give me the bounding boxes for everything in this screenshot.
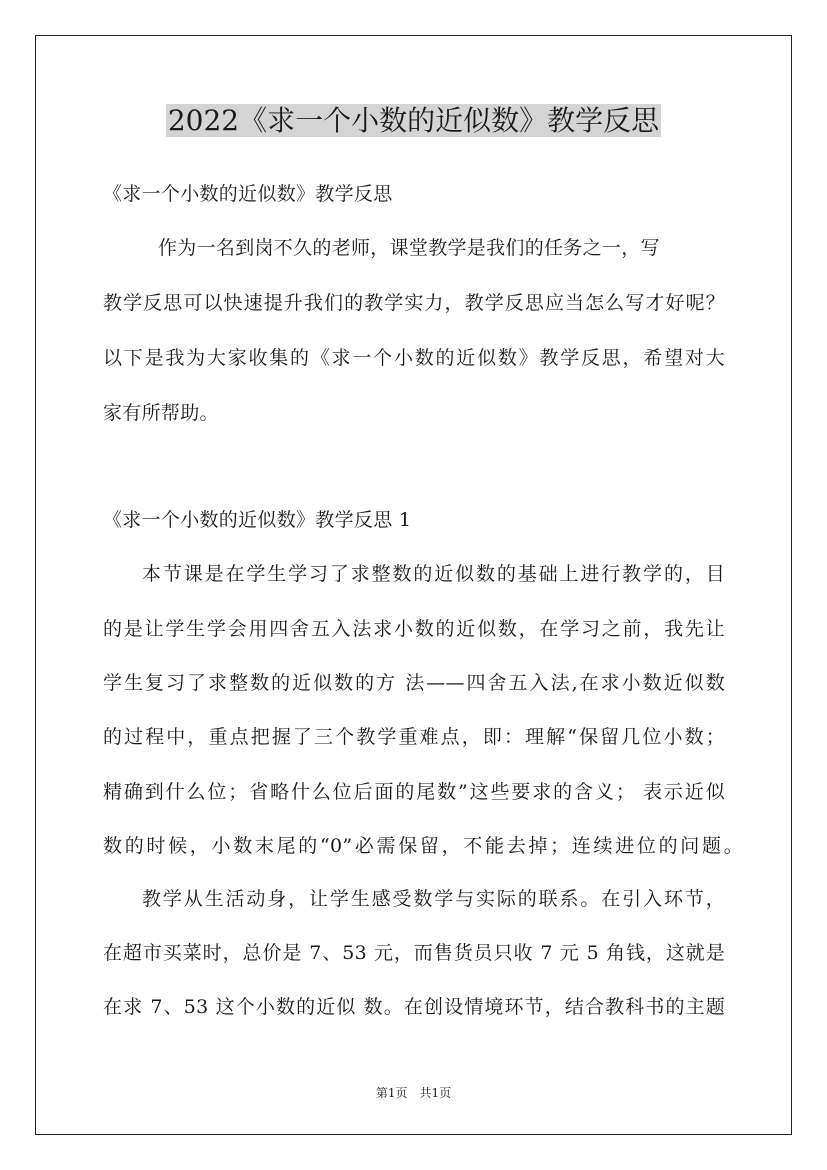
paragraph1-line-1: 本节课是在学生学习了求整数的近似数的基础上进行教学的，目 [142, 563, 725, 585]
paragraph1-line-3: 学生复习了求整数的近似数的方 法——四舍五入法,在求小数近似数 [103, 672, 725, 694]
subtitle: 《求一个小数的近似数》教学反思 [103, 183, 393, 205]
paragraph2-line-2: 在超市买菜时，总价是 7、53 元，而售货员只收 7 元 5 角钱，这就是 [103, 942, 725, 964]
page-footer: 第1页 共1页 [375, 1086, 452, 1100]
intro-line-1: 作为一名到岗不久的老师，课堂教学是我们的任务之一，写 [158, 237, 660, 259]
paragraph1-line-2: 的是让学生学会用四舍五入法求小数的近似数，在学习之前，我先让 [103, 618, 725, 640]
paragraph1-line-4: 的过程中，重点把握了三个教学重难点，即：理解“保留几位小数； [103, 726, 725, 748]
paragraph2-line-3: 在求 7、53 这个小数的近似 数。在创设情境环节，结合教科书的主题 [103, 996, 725, 1018]
paragraph1-line-6: 数的时候，小数末尾的“0”必需保留，不能去掉；连续进位的问题。 [103, 835, 743, 857]
paragraph2-line-1: 教学从生活动身，让学生感受数学与实际的联系。在引入环节， [142, 888, 725, 910]
section-heading: 《求一个小数的近似数》教学反思 1 [103, 509, 412, 531]
intro-line-4: 家有所帮助。 [103, 402, 219, 424]
paragraph1-line-5: 精确到什么位；省略什么位后面的尾数”这些要求的含义； 表示近似 [103, 781, 725, 803]
intro-line-2: 教学反思可以快速提升我们的教学实力，教学反思应当怎么写才好呢？ [103, 292, 725, 314]
document-title: 2022《求一个小数的近似数》教学反思 [167, 104, 660, 137]
intro-line-3: 以下是我为大家收集的《求一个小数的近似数》教学反思，希望对大 [103, 347, 725, 369]
